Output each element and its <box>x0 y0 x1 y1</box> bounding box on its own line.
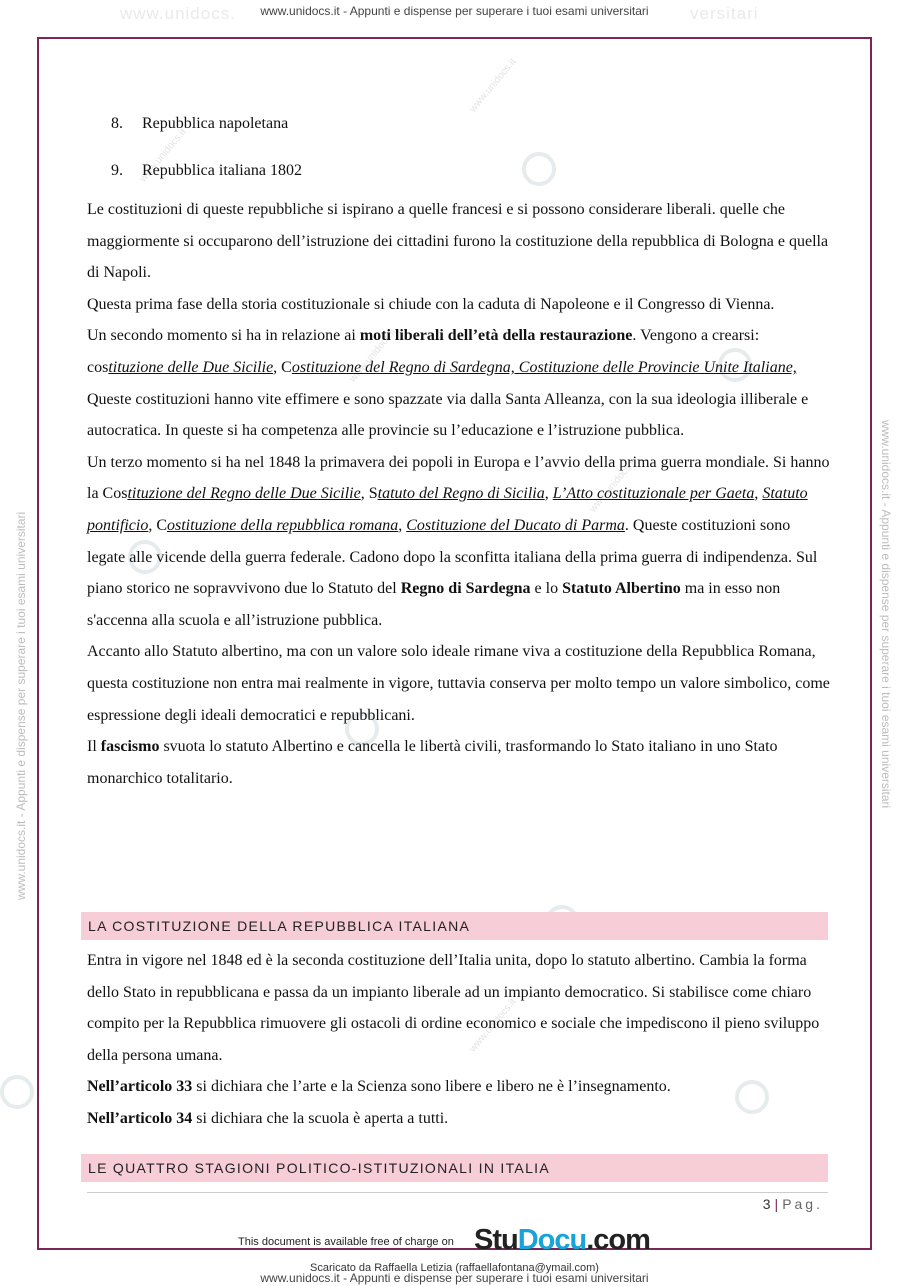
underlined-title: L’Atto costituzionale per Gaeta <box>552 485 755 503</box>
page-label: Pag. <box>782 1196 823 1212</box>
text: . Vengono a crearsi: cos <box>87 327 760 376</box>
section-body <box>87 945 832 1135</box>
text: e lo <box>530 580 563 598</box>
bold-text: Statuto Albertino <box>562 580 681 598</box>
logo-part: .com <box>586 1224 650 1256</box>
watermark-stamp: www.unidocs.it <box>467 996 519 1055</box>
paragraph <box>87 731 832 794</box>
studocu-banner[interactable] <box>238 1226 678 1260</box>
underlined-title: tatuto del Regno di Sicilia <box>377 485 545 503</box>
text: , S <box>360 485 378 503</box>
text: , C <box>273 358 292 376</box>
text: si dichiara che la scuola è aperta a tutti. <box>192 1109 449 1127</box>
list-item <box>87 100 832 147</box>
underlined-title: Costituzione del Ducato di Parma <box>406 516 625 534</box>
underlined-title: tituzione del Regno delle Due Sicilie <box>127 485 361 503</box>
watermark-right-side: www.unidocs.it - Appunti e dispense per superare i tuoi esami universitari <box>879 420 893 809</box>
paragraph: Accanto allo Statuto albertino, ma con un valore solo ideale rimane viva a costituzione della Repubblica Romana, questa costituzione non entra mai realmente in vigore, tuttavia conserva per molto tempo un valore simbolico, come espressione degli ideali democratici e repubblicani. <box>87 643 830 724</box>
watermark-stamp: www.unidocs.it <box>587 456 639 515</box>
bold-text: fascismo <box>100 738 160 756</box>
paragraph: Questa prima fase della storia costituzionale si chiude con la caduta di Napoleone e il Congresso di Vienna. <box>87 295 775 313</box>
bold-text: Nell’articolo 34 <box>87 1109 193 1127</box>
list-number: 9. <box>111 162 123 179</box>
text: , <box>398 516 407 534</box>
downloaded-by: Scaricato da Raffaella Letizia (raffaellafontana@ymail.com) <box>310 1262 599 1274</box>
paragraph <box>87 1103 832 1135</box>
underlined-title: tituzione delle Due Sicilie <box>108 358 274 376</box>
watermark-ghost-right: versitari <box>690 4 759 23</box>
page-number <box>763 1196 823 1212</box>
section-heading: LE QUATTRO STAGIONI POLITICO-ISTITUZIONALI IN ITALIA <box>81 1154 828 1182</box>
text: , C <box>148 516 167 534</box>
page-separator: | <box>774 1196 780 1212</box>
bold-text: Nell’articolo 33 <box>87 1078 193 1096</box>
text: si dichiara che l’arte e la Scienza sono libere e libero ne è l’insegnamento. <box>192 1078 671 1096</box>
list-text: Repubblica italiana 1802 <box>142 162 302 179</box>
watermark-stamp: www.unidocs.it <box>137 126 189 185</box>
watermark-bottom: www.unidocs.it - Appunti e dispense per superare i tuoi esami universitari <box>260 1271 649 1285</box>
page-number-value: 3 <box>762 1196 772 1212</box>
underlined-title: ostituzione del Regno di Sardegna, Costituzione delle Provincie Unite Italiane, <box>291 358 797 376</box>
list-item <box>87 147 832 194</box>
text: , <box>754 485 763 503</box>
text: ma in esso non s'accenna alla scuola e all’istruzione pubblica. <box>87 580 781 629</box>
watermark-logo-icon <box>0 1075 34 1109</box>
paragraph <box>87 1071 832 1103</box>
paragraph <box>87 320 832 446</box>
watermark-stamp: www.unidocs.it <box>347 326 399 385</box>
footer-divider <box>87 1192 828 1193</box>
logo-part: Docu <box>517 1224 587 1256</box>
watermark-ghost-left: www.unidocs. <box>120 4 236 23</box>
watermark-top: www.unidocs.it - Appunti e dispense per superare i tuoi esami universitari <box>260 4 649 18</box>
section-heading: LA COSTITUZIONE DELLA REPUBBLICA ITALIANA <box>81 912 828 940</box>
bold-text: moti liberali dell’età della restaurazione <box>359 327 633 345</box>
studocu-logo[interactable] <box>474 1224 650 1257</box>
watermark-stamp: www.unidocs.it <box>467 56 519 115</box>
paragraph: Entra in vigore nel 1848 ed è la seconda costituzione dell’Italia unita, dopo lo statuto albertino. Cambia la forma dello Stato in repubblicana e passa da un impianto liberale ad un impianto democratico. Si stabilisce come chiaro compito per la Repubblica rimuovere gli ostacoli di ordine economico e sociale che impediscono il pieno sviluppo della persona umana. <box>87 952 820 1064</box>
text: svuota lo statuto Albertino e cancella le libertà civili, trasformando lo Stato italiano in uno Stato monarchico totalitario. <box>87 738 778 787</box>
text: Il <box>87 738 101 756</box>
text: . Queste costituzioni sono legate alle vicende della guerra federale. Cadono dopo la sconfitta italiana della prima guerra di indipendenza. Sul piano storico ne sopravvivono due lo Statuto del <box>87 516 818 598</box>
text: Un secondo momento si ha in relazione ai <box>87 327 360 345</box>
text: Un terzo momento si ha nel 1848 la primavera dei popoli in Europa e l’avvio della prima guerra mondiale. Si hanno la Cos <box>87 453 830 503</box>
underlined-title: ostituzione della repubblica romana <box>167 516 399 534</box>
list-number: 8. <box>111 115 123 132</box>
bold-text: Regno di Sardegna <box>400 580 531 598</box>
logo-part: Stu <box>474 1224 518 1256</box>
paragraph <box>87 447 832 637</box>
list-text: Repubblica napoletana <box>142 115 289 132</box>
text: Queste costituzioni hanno vite effimere e sono spazzate via dalla Santa Alleanza, con la sua ideologia illiberale e autocratica. In queste si ha competenza alle provincie su l’educazione e l’istruzione pubblica. <box>87 390 809 440</box>
text: , <box>544 485 553 503</box>
document-body <box>87 100 832 794</box>
underlined-title: Statuto pontificio <box>87 485 808 534</box>
availability-text: This document is available free of charge on <box>238 1236 454 1248</box>
paragraph: Le costituzioni di queste repubbliche si ispirano a quelle francesi e si possono considerare liberali. quelle che maggiormente si occuparono dell’istruzione dei cittadini furono la costituzione della repubblica di Bologna e quella di Napoli. <box>87 201 829 282</box>
watermark-left-side: www.unidocs.it - Appunti e dispense per superare i tuoi esami universitari <box>14 511 28 900</box>
